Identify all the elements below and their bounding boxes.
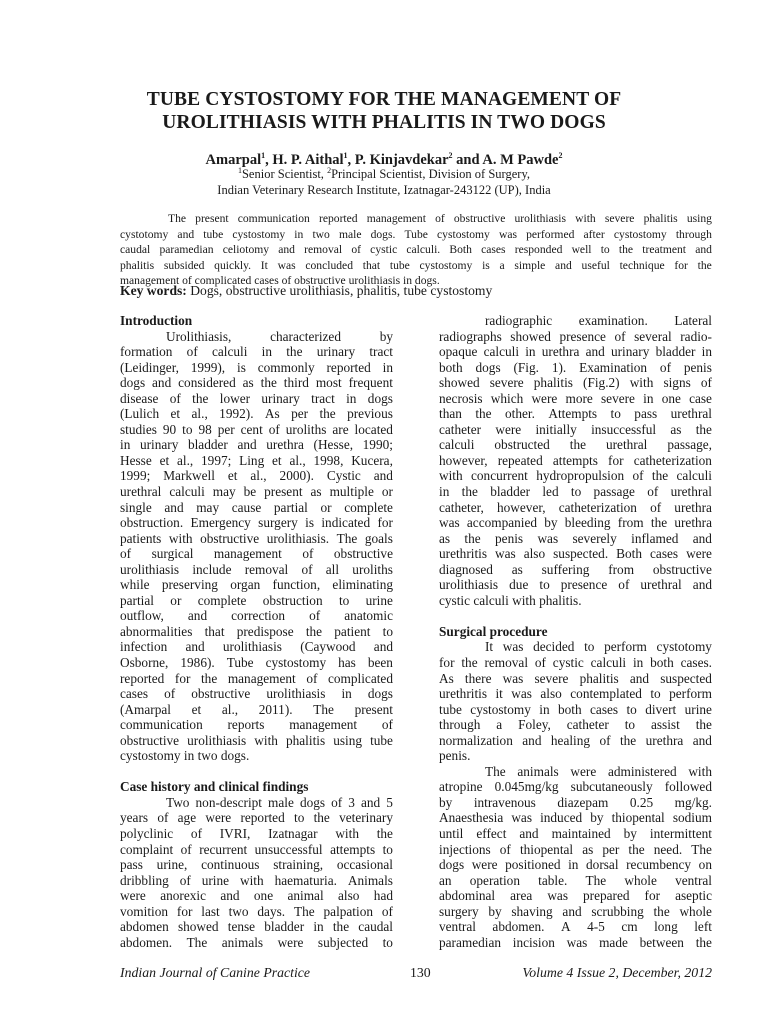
text-line: Anaesthesia was induced by thiopental sodium [439, 810, 712, 826]
text-line: dogs were positioned in dorsal recumbency on [439, 857, 712, 873]
author-1-sup: 1 [261, 151, 266, 161]
journal-name: Indian Journal of Canine Practice [120, 965, 311, 980]
author-3-sup: 2 [448, 151, 453, 161]
affiliation [0, 166, 768, 198]
text-line: necrosis which were more severe in one case [439, 390, 712, 406]
affil-role-2: Principal Scientist, Division of Surgery, [331, 167, 531, 181]
text-line: communication reports management of [120, 717, 393, 733]
left-column [120, 313, 393, 950]
text-line: The present communication reported management of obstructive urolithiasis with severe phalitis using [168, 212, 712, 225]
text-line: as the penis was severely inflamed and [439, 530, 712, 546]
text-line: obstructive urolithiasis with phalitis using tube [120, 732, 393, 748]
text-line: Two non-descript male dogs of 3 and 5 [166, 794, 393, 810]
text-line: in the bladder led to passage of urethral [439, 484, 712, 500]
text-line: than the other. Attempts to pass urethral [439, 406, 712, 422]
text-line: abdomen. The animals were subjected to [120, 934, 393, 950]
text-line: ventral abdomen. A 4-5 cm long left [439, 919, 712, 935]
keywords-text: Dogs, obstructive urolithiasis, phalitis, tube cystostomy [186, 283, 493, 298]
text-line: vomition for last two days. The palpation of [120, 903, 393, 919]
text-line: paramedian incision was made between the [439, 934, 712, 950]
paper-title [80, 88, 688, 134]
text-line: management of complicated cases of obstructive urolithiasis in dogs. [120, 274, 440, 288]
text-line: however, repeated attempts for catheterization [439, 452, 712, 468]
text-line: urethritis was also suspected. Both cases were [439, 546, 712, 562]
volume-info: Volume 4 Issue 2, December, 2012 [522, 965, 712, 980]
text-line: obstruction. Emergency surgery is indicated for [120, 515, 393, 531]
text-line: both dogs (Fig. 1). Examination of penis [439, 359, 712, 375]
introduction-heading: Introduction [120, 313, 193, 328]
text-line: by intravenous diazepam 0.25 mg/kg. [439, 794, 712, 810]
text-line: urethral calculi may be present as multiple or [120, 484, 393, 500]
text-line: radiographic examination. Lateral [485, 313, 712, 328]
keywords [120, 283, 492, 299]
text-line: It was decided to perform cystotomy [485, 639, 712, 655]
text-line: for the removal of cystic calculi in both cases. [439, 654, 712, 670]
text-line: diagnosed as suffering from obstructive [439, 561, 712, 577]
text-line: injections of thiopental as per the need. The [439, 841, 712, 857]
text-line: an operation table. The whole ventral [439, 872, 712, 888]
text-line: of surgical management of obstructive [120, 546, 393, 562]
text-line: complaint of recurrent unsuccessful attempts to [120, 841, 393, 857]
text-line: cystotomy and tube cystostomy in two male dogs. Tube cystostomy was performed after cystostomy through [120, 227, 712, 241]
page-footer [120, 965, 712, 985]
surgical-body [439, 639, 712, 763]
author-2-sup: 1 [343, 151, 348, 161]
abstract [120, 212, 712, 290]
text-line: cystostomy in two dogs. [120, 748, 250, 764]
text-line: Hesse et al., 1997; Ling et al., 1998, Kucera, [120, 452, 393, 468]
text-line: was accompanied by bleeding from the urethra [439, 515, 712, 531]
title-line-2: UROLITHIASIS WITH PHALITIS IN TWO DOGS [162, 112, 606, 133]
text-line: catheter were initially insuccessful as the [439, 421, 712, 437]
radiographic-body [439, 313, 712, 608]
text-line: 1999; Markwell et al., 2000). Cystic and [120, 468, 393, 484]
text-line: while preserving organ function, eliminating [120, 577, 393, 593]
text-line: cases of obstructive urolithiasis in dogs [120, 686, 393, 702]
text-line: urolithiasis include removal of all uroliths [120, 561, 393, 577]
case-history-heading: Case history and clinical findings [120, 779, 309, 795]
text-line: caudal paramedian celiotomy and removal of cystic calculi. Both cases responded well to the treatment and [120, 243, 712, 257]
text-line: The animals were administered with [485, 763, 712, 779]
text-line: (Leidinger, 1999), is commonly reported in [120, 359, 393, 375]
keywords-label: Key words: [120, 283, 187, 298]
text-line: until effect and maintained by intermittent [439, 826, 712, 841]
text-line: opaque calculi in urethra and urinary bladder in [439, 344, 712, 360]
text-line: patients with obstructive urolithiasis. The goals [120, 530, 393, 546]
text-line: urethritis it was also contemplated to perform [439, 686, 712, 702]
text-line: with concurrent hydropropulsion of the calculi [439, 468, 712, 484]
introduction-body [120, 329, 393, 764]
text-line: radiographs showed presence of several radio- [439, 328, 712, 344]
text-line: penis. [439, 748, 471, 764]
text-line: phalitis subsided quickly. It was concluded that tube cystostomy is a simple and useful technique for the [120, 258, 712, 272]
text-line: calculi obstructed the urethral passage, [439, 437, 712, 453]
affil-sup-1: 1 [237, 165, 242, 175]
author-1: Amarpal [205, 152, 262, 168]
text-line: were anorexic and one animal also had [120, 888, 393, 904]
text-line: showed severe phalitis (Fig.2) with signs of [439, 375, 712, 391]
text-line: atropine 0.045mg/kg subcutaneously followed [439, 779, 712, 795]
author-4-sup: 2 [558, 151, 563, 161]
text-line: dogs and considered as the third most frequent [120, 375, 393, 391]
text-line: infection and urolithiasis (Caywood and [120, 639, 393, 655]
page-number: 130 [410, 965, 431, 980]
text-line: in urinary bladder and urethra (Hesse, 1990; [120, 437, 393, 453]
text-line: abnormalities that predispose the patient to [120, 623, 393, 639]
text-line: disease of the lower urinary tract in dogs [120, 390, 393, 406]
case-history-body [120, 795, 393, 950]
text-line: outflow, and correction of anatomic [120, 608, 393, 624]
text-line: cystic calculi with phalitis. [439, 592, 582, 608]
text-line: catheter, however, catheterization of urethra [439, 499, 712, 515]
text-line: urolithiasis due to presence of urethral and [439, 577, 712, 593]
text-line: through a Foley, catheter to assist the [439, 717, 712, 733]
text-line: abdominal area was prepared for aseptic [439, 888, 712, 904]
text-line: abdomen showed tense bladder in the caudal [120, 919, 393, 935]
text-line: formation of calculi in the urinary tract [120, 344, 393, 360]
affiliation-line-2: Indian Veterinary Research Institute, Izatnagar-243122 (UP), India [217, 183, 551, 197]
text-line: (Lulich et al., 1992). As per the previous [120, 406, 393, 422]
section-gap [439, 608, 712, 624]
anaesthesia-body [439, 764, 712, 951]
title-line-1: TUBE CYSTOSTOMY FOR THE MANAGEMENT OF [146, 89, 622, 110]
author-3: , P. Kinjavdekar [347, 152, 449, 168]
surgical-procedure-heading: Surgical procedure [439, 623, 548, 639]
text-line: studies 90 to 98 per cent of uroliths are located [120, 421, 393, 437]
right-column [439, 313, 712, 950]
affiliation-line-1 [0, 166, 768, 182]
text-line: dribbling of urine with haematuria. Animals [120, 872, 393, 888]
text-line: reported for the management of complicated [120, 670, 393, 686]
text-line: partial or complete obstruction to urine [120, 592, 393, 608]
section-gap [120, 764, 393, 780]
author-2: , H. P. Aithal [265, 152, 344, 168]
text-line: single and may cause partial or complete [120, 499, 393, 515]
text-line: pass urine, continuous straining, occasional [120, 857, 393, 873]
text-line: tube cystostomy in both cases to divert urine [439, 701, 712, 717]
affil-role-1: Senior Scientist, [241, 167, 328, 181]
text-line: surgery by shaving and scrubbing the whole [439, 903, 712, 919]
text-line: years of age were reported to the veterinary [120, 810, 393, 826]
text-line: As there was severe phalitis and suspected [439, 670, 712, 686]
author-4: and A. M Pawde [452, 152, 559, 168]
text-line: (Amarpal et al., 2011). The present [120, 701, 393, 717]
text-line: polyclinic of IVRI, Izatnagar with the [120, 826, 393, 841]
affil-sup-2: 2 [327, 165, 332, 175]
text-line: normalization and healing of the urethra and [439, 732, 712, 748]
text-line: Urolithiasis, characterized by [166, 328, 393, 344]
text-line: Osborne, 1986). Tube cystostomy has been [120, 655, 393, 671]
